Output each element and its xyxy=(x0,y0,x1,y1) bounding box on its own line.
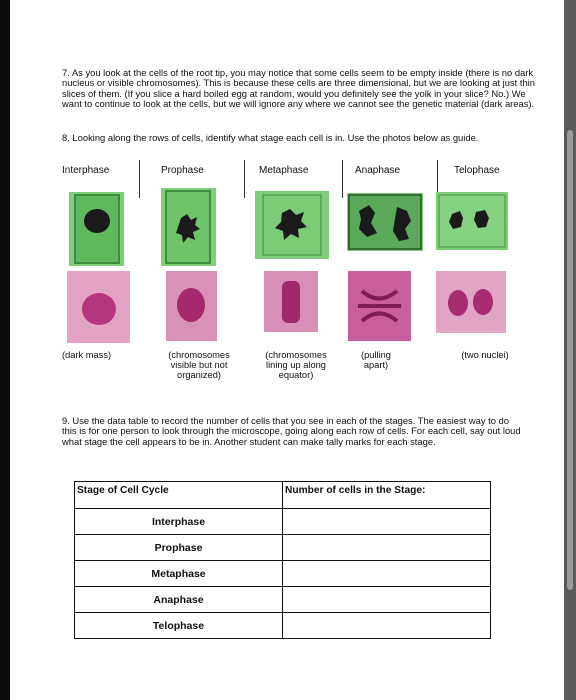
table-row xyxy=(75,561,491,587)
heading-telophase: Telophase xyxy=(454,165,500,176)
anaphase-micrograph-green xyxy=(347,193,423,251)
caption-interphase: (dark mass) xyxy=(62,350,112,360)
count-cell[interactable] xyxy=(283,561,491,587)
telophase-micrograph-pink xyxy=(436,271,506,333)
worksheet-page xyxy=(42,0,549,700)
table-row xyxy=(75,535,491,561)
count-cell[interactable] xyxy=(283,509,491,535)
question-7: 7. As you look at the cells of the root tip, you may notice that some cells seem to be empty inside (there is no dark nucleus or visible chromosomes). This is because these cells are three dimensional, but we are looking at just thin slices of them. (If you slice a hard boiled egg at random, would you definitely see the yolk in your slice? No.) We want to continue to look at the cells, but we will ignore any where we cannot see the genetic material (dark areas). xyxy=(62,67,535,109)
header-stage: Stage of Cell Cycle xyxy=(75,482,283,509)
viewer-left-edge xyxy=(0,0,10,700)
scrollbar-thumb[interactable] xyxy=(567,130,573,590)
anaphase-micrograph-pink xyxy=(348,271,411,341)
telophase-micrograph-green xyxy=(436,192,508,250)
table-row xyxy=(75,509,491,535)
caption-telophase: (two nuclei) xyxy=(461,350,509,360)
prophase-micrograph-green xyxy=(161,188,216,266)
row-stage: Anaphase xyxy=(75,587,283,613)
header-count: Number of cells in the Stage: xyxy=(283,482,491,509)
caption-anaphase: (pulling apart) xyxy=(361,350,391,370)
scrollbar-track[interactable] xyxy=(564,0,576,700)
count-cell[interactable] xyxy=(283,535,491,561)
column-divider xyxy=(342,160,343,198)
interphase-micrograph-green xyxy=(69,192,124,266)
caption-metaphase: (chromosomes lining up along equator) xyxy=(265,350,327,380)
row-stage: Interphase xyxy=(75,509,283,535)
row-stage: Metaphase xyxy=(75,561,283,587)
heading-interphase: Interphase xyxy=(62,165,110,176)
interphase-micrograph-pink xyxy=(67,271,130,343)
count-cell[interactable] xyxy=(283,613,491,639)
question-9: 9. Use the data table to record the number of cells that you see in each of the stages. The easiest way to do this is for one person to look through the microscope, going along each row of cells. For each cell, say out loud what stage the cell appears to be in. Another student can make tally marks for each stage. xyxy=(62,415,521,447)
table-header-row xyxy=(75,482,491,509)
row-stage: Telophase xyxy=(75,613,283,639)
question-8: 8. Looking along the rows of cells, identify what stage each cell is in. Use the photos below as guide. xyxy=(62,132,479,143)
table-row xyxy=(75,613,491,639)
heading-anaphase: Anaphase xyxy=(355,165,401,176)
heading-prophase: Prophase xyxy=(161,165,204,176)
row-stage: Prophase xyxy=(75,535,283,561)
metaphase-micrograph-pink xyxy=(264,271,318,332)
column-divider xyxy=(244,160,245,198)
column-divider xyxy=(139,160,140,198)
caption-prophase: (chromosomes visible but not organized) xyxy=(168,350,230,380)
table-row xyxy=(75,587,491,613)
data-table xyxy=(74,481,491,639)
count-cell[interactable] xyxy=(283,587,491,613)
metaphase-micrograph-green xyxy=(255,191,329,259)
heading-metaphase: Metaphase xyxy=(259,165,309,176)
prophase-micrograph-pink xyxy=(166,271,217,341)
